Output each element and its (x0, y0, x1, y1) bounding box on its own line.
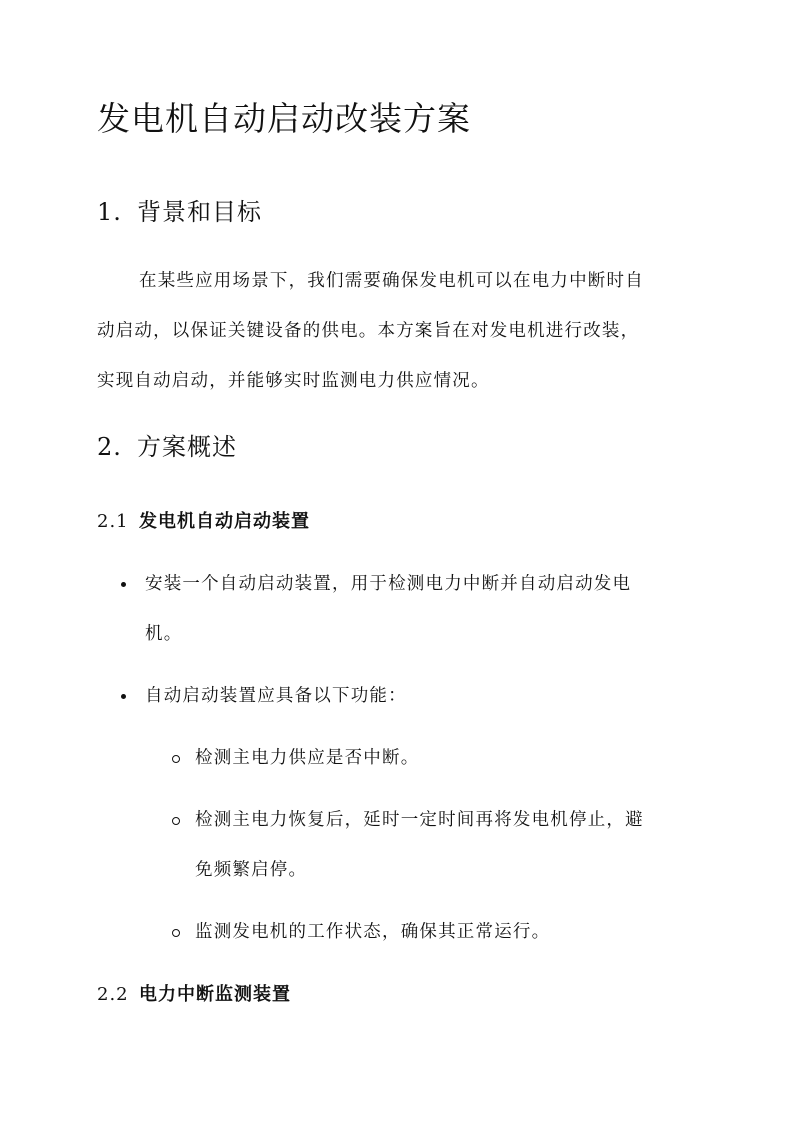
sub-bullet-icon (172, 929, 180, 937)
paragraph-line: 在某些应用场景下，我们需要确保发电机可以在电力中断时自 (139, 271, 644, 291)
bullet-icon (121, 582, 126, 587)
subsection-2-2-heading (97, 982, 291, 1008)
subsection-title: 发电机自动启动装置 (139, 511, 310, 532)
section-1-heading (97, 196, 262, 228)
sub-bullet-icon (172, 755, 180, 763)
sub-list-item-line: 检测主电力供应是否中断。 (195, 748, 420, 768)
section-number: 2. (97, 433, 122, 461)
bullet-icon (121, 694, 126, 699)
sub-list-item-line: 检测主电力恢复后，延时一定时间再将发电机停止，避 (195, 810, 644, 830)
subsection-number: 2.1 (97, 511, 129, 532)
list-item-line: 自动启动装置应具备以下功能： (145, 686, 407, 706)
document-title: 发电机自动启动改装方案 (97, 99, 471, 138)
section-number: 1. (97, 198, 122, 226)
paragraph-line: 实现自动启动，并能够实时监测电力供应情况。 (97, 371, 490, 391)
section-title: 方案概述 (137, 433, 237, 461)
subsection-title: 电力中断监测装置 (139, 984, 291, 1005)
list-item-line: 安装一个自动启动装置，用于检测电力中断并自动启动发电 (145, 574, 632, 594)
section-2-heading (97, 431, 237, 463)
subsection-number: 2.2 (97, 984, 129, 1005)
sub-list-item-line: 免频繁启停。 (195, 860, 308, 880)
subsection-2-1-heading (97, 509, 310, 535)
sub-bullet-icon (172, 817, 180, 825)
section-title: 背景和目标 (137, 198, 262, 226)
list-item-line: 机。 (145, 624, 183, 644)
paragraph-line: 动启动，以保证关键设备的供电。本方案旨在对发电机进行改装， (97, 321, 640, 341)
sub-list-item-line: 监测发电机的工作状态，确保其正常运行。 (195, 922, 551, 942)
